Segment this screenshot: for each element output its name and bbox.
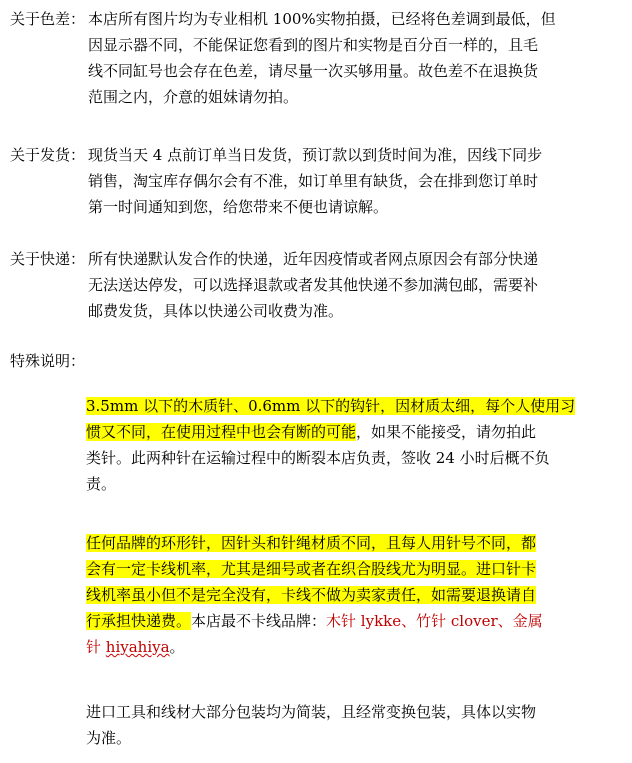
text-line (86, 634, 616, 660)
highlighted-text: 任何品牌的环形针，因针头和针绳材质不同，且每人用针号不同，都 (86, 534, 537, 552)
text-line: 类针。此两种针在运输过程中的断裂本店负责，签收 24 小时后概不负 (86, 449, 550, 467)
text-line (86, 556, 616, 582)
text-line: 范围之内，介意的姐妹请勿拍。 (88, 88, 299, 106)
shipping-text (88, 142, 618, 220)
text-line: 第一时间通知到您，给您带来不便也请谅解。 (88, 198, 389, 216)
courier-label: 关于快递： (10, 250, 86, 268)
needle-breakage-paragraph (86, 393, 616, 497)
text-line (86, 608, 616, 634)
text-line: 进口工具和线材大部分包装均为简装，且经常变换包装，具体以实物 (86, 703, 537, 721)
text-line (86, 582, 616, 608)
plain-text: ，如果不能接受，请勿拍此 (356, 423, 537, 441)
text-line (86, 530, 616, 556)
text-line (86, 419, 616, 445)
text-line: 线不同缸号也会存在色差，请尽量一次买够用量。故色差不在退换货 (88, 62, 539, 80)
highlighted-text: 会有一定卡线机率，尤其是细号或者在织合股线尤为明显。进口针卡 (86, 560, 537, 578)
plain-text: 。 (169, 638, 185, 656)
circular-needle-paragraph (86, 530, 616, 660)
special-notes-title: 特殊说明： (10, 352, 86, 370)
highlighted-text: 惯又不同，在使用过程中也会有断的可能 (86, 423, 357, 441)
text-line: 无法送达停发，可以选择退款或者发其他快递不参加满包邮，需要补 (88, 276, 539, 294)
text-line: 销售，淘宝库存偶尔会有不准，如订单里有缺货，会在排到您订单时 (88, 172, 539, 190)
highlighted-text: 线机率虽小但不是完全没有，卡线不做为卖家责任，如需要退换请自 (86, 586, 537, 604)
brand-name-hiyahiya: hiyahiya (105, 638, 170, 656)
plain-text: 本店最不卡线品牌： (191, 612, 327, 630)
text-line: 责。 (86, 475, 117, 493)
packaging-paragraph (86, 699, 616, 751)
shipping-label: 关于发货： (10, 146, 86, 164)
text-line: 为准。 (86, 729, 132, 747)
highlighted-text: 行承担快递费。 (86, 612, 192, 630)
courier-text (88, 246, 618, 324)
highlighted-text: 3.5mm 以下的木质针、0.6mm 以下的钩针，因材质太细，每个人使用习 (86, 397, 576, 415)
color-difference-text (88, 6, 618, 110)
color-difference-label: 关于色差： (10, 10, 86, 28)
recommended-brands-text: 针 (86, 638, 106, 656)
text-line: 本店所有图片均为专业相机 100%实物拍摄，已经将色差调到最低，但 (88, 10, 556, 28)
text-line (86, 393, 616, 419)
text-line: 因显示器不同，不能保证您看到的图片和实物是百分百一样的，且毛 (88, 36, 539, 54)
recommended-brands-text: 木针 lykke、竹针 clover、金属 (326, 612, 543, 630)
text-line: 现货当天 4 点前订单当日发货，预订款以到货时间为准，因线下同步 (88, 146, 543, 164)
text-line: 邮费发货，具体以快递公司收费为准。 (88, 302, 344, 320)
text-line: 所有快递默认发合作的快递，近年因疫情或者网点原因会有部分快递 (88, 250, 539, 268)
